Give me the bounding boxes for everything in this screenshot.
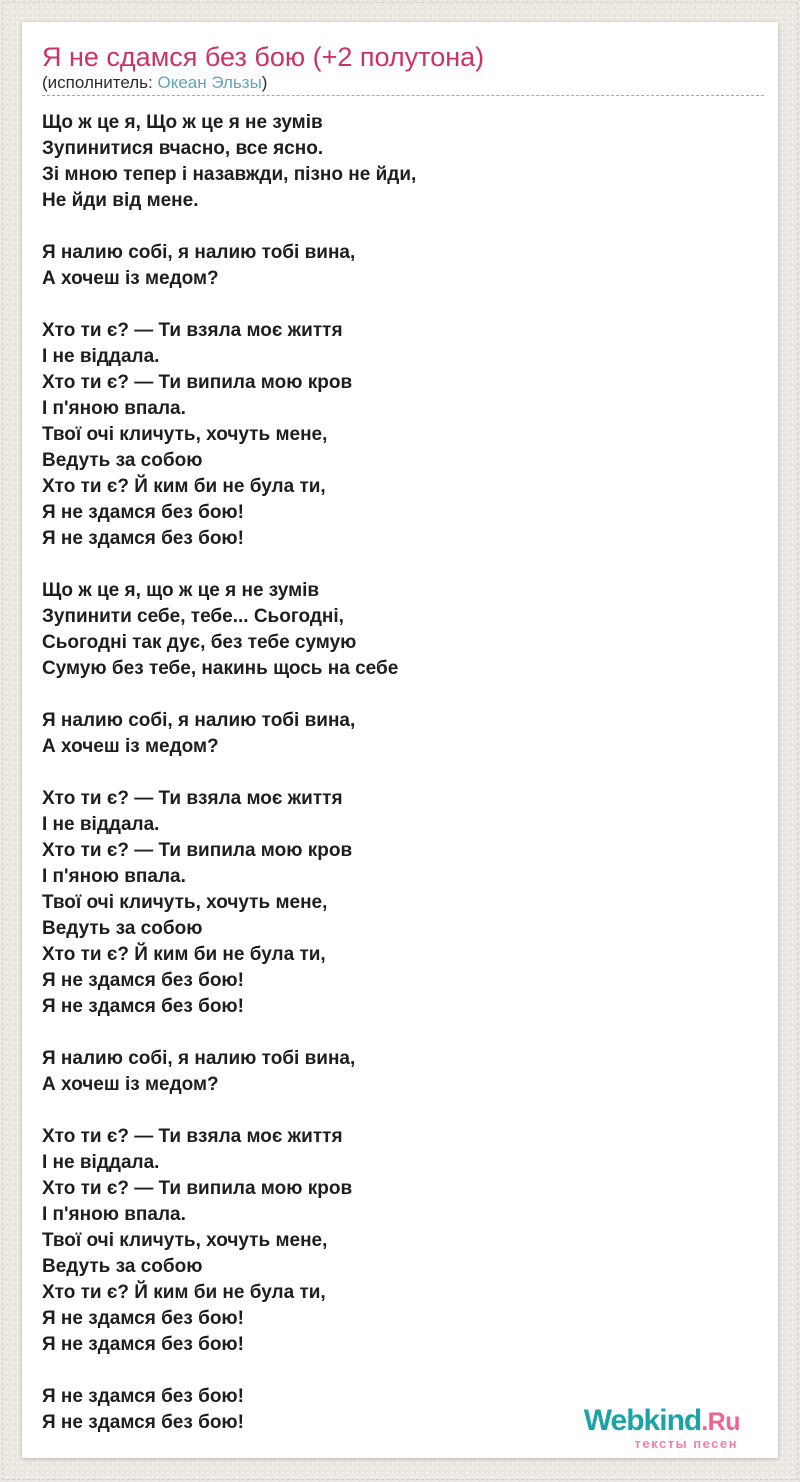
lyric-line: Хто ти є? — Ти взяла моє життя xyxy=(42,788,343,809)
lyric-line: Я налию собі, я налию тобі вина, xyxy=(42,1048,356,1069)
lyric-line: Ведуть за собою xyxy=(42,1256,203,1277)
lyric-line: А хочеш із медом? xyxy=(42,1074,219,1095)
lyric-line: Хто ти є? Й ким би не була ти, xyxy=(42,476,326,497)
lyric-line: І не віддала. xyxy=(42,1152,160,1173)
stanza xyxy=(42,578,764,682)
lyric-line: Хто ти є? — Ти взяла моє життя xyxy=(42,320,343,341)
lyric-line: Я налию собі, я налию тобі вина, xyxy=(42,710,356,731)
artist-line xyxy=(42,73,764,92)
lyric-line: Не йди від мене. xyxy=(42,190,199,211)
lyric-line: Зупинитися вчасно, все ясно. xyxy=(42,138,324,159)
stanza xyxy=(42,786,764,1020)
artist-label: (исполнитель: xyxy=(42,73,158,92)
stanza xyxy=(42,110,764,214)
lyric-line: Я не здамся без бою! xyxy=(42,1412,244,1433)
webkind-logo[interactable] xyxy=(584,1406,740,1450)
artist-label-close: ) xyxy=(261,73,268,92)
lyric-line: І п'яною впала. xyxy=(42,866,186,887)
lyric-line: Хто ти є? — Ти взяла моє життя xyxy=(42,1126,343,1147)
lyric-line: Хто ти є? Й ким би не була ти, xyxy=(42,944,326,965)
lyric-line: Сумую без тебе, накинь щось на себе xyxy=(42,658,399,679)
lyric-line: Хто ти є? — Ти випила мою кров xyxy=(42,372,353,393)
lyrics-card xyxy=(22,22,778,1458)
stanza xyxy=(42,318,764,552)
lyric-line: І п'яною впала. xyxy=(42,398,186,419)
lyric-line: Я не здамся без бою! xyxy=(42,970,244,991)
logo-ru-text: .Ru xyxy=(701,1408,740,1436)
lyric-line: А хочеш із медом? xyxy=(42,268,219,289)
stanza xyxy=(42,1046,764,1098)
artist-link[interactable]: Океан Эльзы xyxy=(157,73,262,92)
lyric-line: Ведуть за собою xyxy=(42,918,203,939)
lyric-line: Хто ти є? Й ким би не була ти, xyxy=(42,1282,326,1303)
lyric-line: Твої очі кличуть, хочуть мене, xyxy=(42,424,328,445)
lyric-line: А хочеш із медом? xyxy=(42,736,219,757)
logo-webkind-text: Webkind xyxy=(583,1404,702,1437)
lyric-line: Я не здамся без бою! xyxy=(42,996,244,1017)
header-divider xyxy=(42,95,764,96)
lyric-line: Що ж це я, що ж це я не зумів xyxy=(42,580,320,601)
stanza xyxy=(42,708,764,760)
lyric-line: Сьогодні так дує, без тебе сумую xyxy=(42,632,357,653)
page-title: Я не сдамся без бою (+2 полутона) xyxy=(42,42,485,72)
logo-tagline: тексты песен xyxy=(634,1436,738,1451)
lyric-line: Хто ти є? — Ти випила мою кров xyxy=(42,840,353,861)
lyric-line: Що ж це я, Що ж це я не зумів xyxy=(42,112,323,133)
lyrics xyxy=(42,110,764,1436)
lyric-line: Зі мною тепер і назавжди, пізно не йди, xyxy=(42,164,417,185)
lyric-line: Я не здамся без бою! xyxy=(42,1386,244,1407)
lyric-line: І не віддала. xyxy=(42,814,160,835)
lyric-line: Ведуть за собою xyxy=(42,450,203,471)
lyric-line: Хто ти є? — Ти випила мою кров xyxy=(42,1178,353,1199)
lyric-line: Я не здамся без бою! xyxy=(42,502,244,523)
lyric-line: Твої очі кличуть, хочуть мене, xyxy=(42,892,328,913)
lyric-line: Я налию собі, я налию тобі вина, xyxy=(42,242,356,263)
lyric-line: Твої очі кличуть, хочуть мене, xyxy=(42,1230,328,1251)
lyric-line: Я не здамся без бою! xyxy=(42,1308,244,1329)
lyric-line: І п'яною впала. xyxy=(42,1204,186,1225)
stanza xyxy=(42,1124,764,1358)
lyric-line: Я не здамся без бою! xyxy=(42,1334,244,1355)
lyric-line: І не віддала. xyxy=(42,346,160,367)
stanza xyxy=(42,240,764,292)
lyric-line: Я не здамся без бою! xyxy=(42,528,244,549)
lyric-line: Зупинити себе, тебе... Сьогодні, xyxy=(42,606,344,627)
